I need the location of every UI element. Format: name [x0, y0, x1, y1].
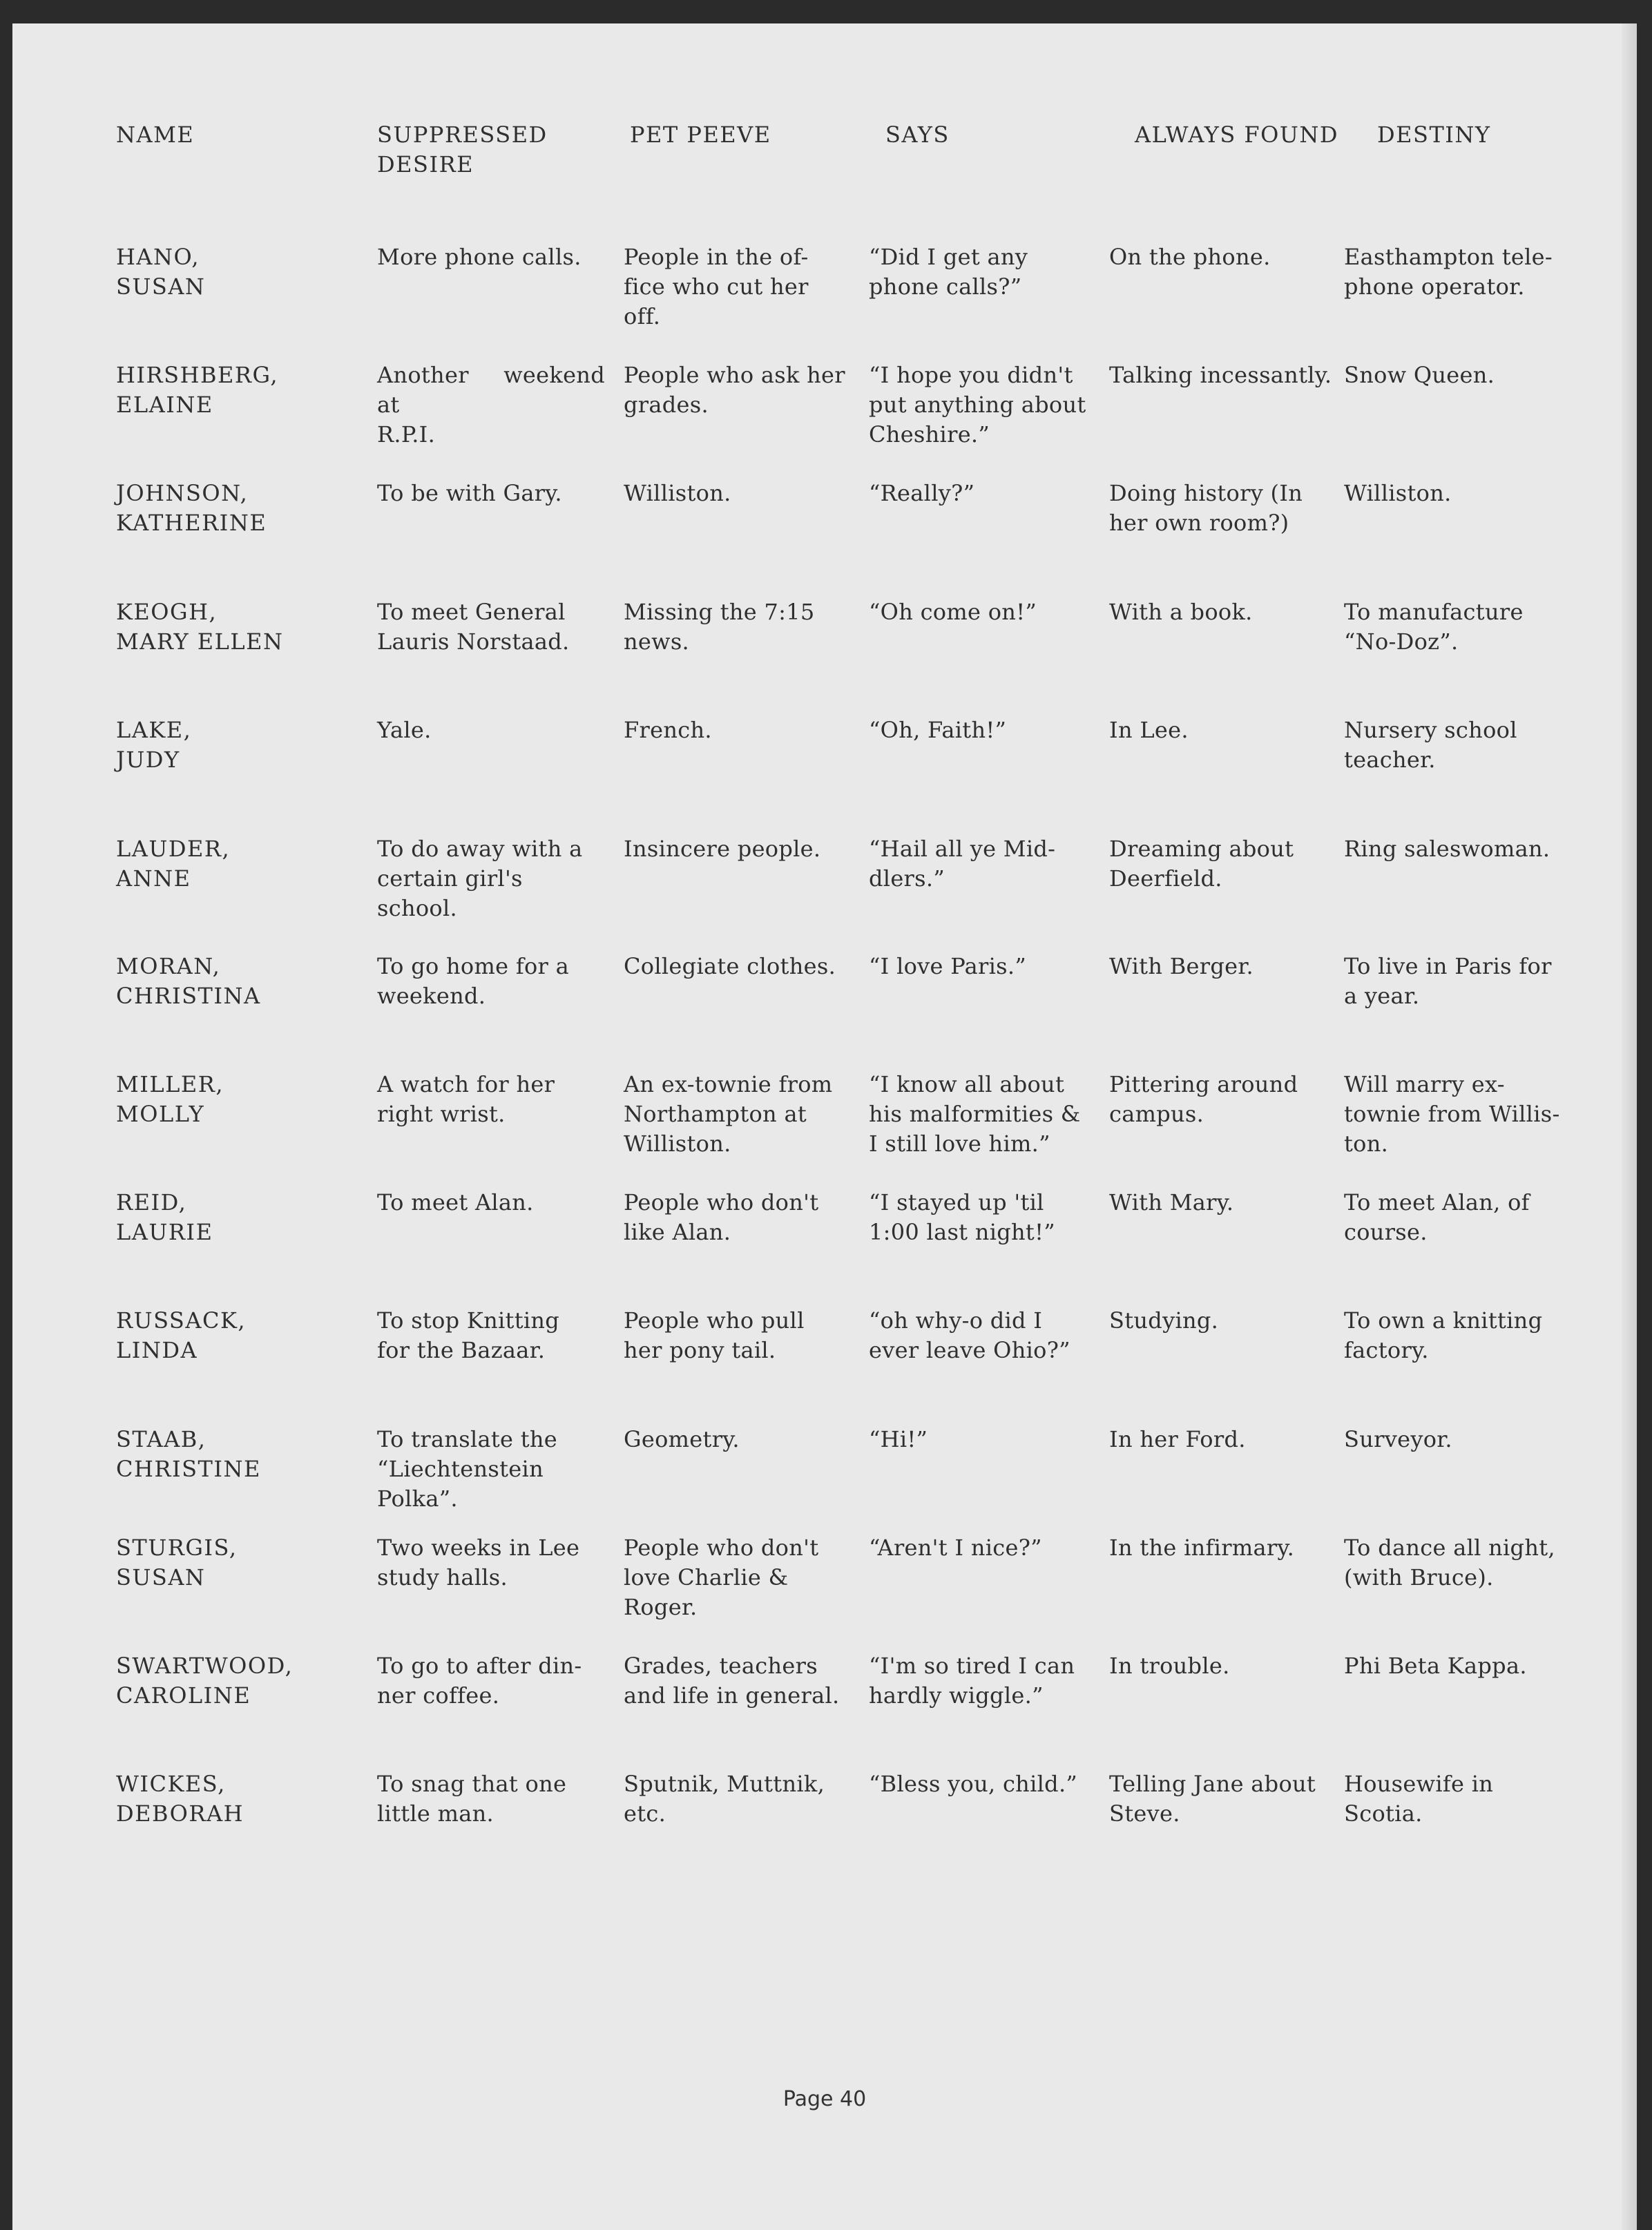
cell-name: LAKE, JUDY: [116, 717, 192, 773]
cell-says: “I'm so tired I can hardly wiggle.”: [869, 1653, 1075, 1709]
yearbook-page: [12, 23, 1637, 2230]
cell-always-found: Pittering around campus.: [1109, 1071, 1298, 1127]
cell-destiny: Nursery school teacher.: [1344, 717, 1517, 773]
cell-name: MILLER, MOLLY: [116, 1071, 224, 1127]
cell-pet-peeve: People who don't love Charlie & Roger.: [624, 1535, 819, 1620]
cell-says: “Bless you, child.”: [869, 1771, 1078, 1797]
cell-destiny: Phi Beta Kappa.: [1344, 1653, 1527, 1679]
cell-destiny: Snow Queen.: [1344, 362, 1495, 388]
cell-says: “Oh, Faith!”: [869, 717, 1007, 743]
cell-says: “Aren't I nice?”: [869, 1535, 1042, 1561]
cell-name: HIRSHBERG, ELAINE: [116, 362, 279, 418]
header-pet-peeve: PET PEEVE: [630, 122, 771, 148]
cell-name: STURGIS, SUSAN: [116, 1535, 238, 1590]
cell-always-found: In the infirmary.: [1109, 1535, 1295, 1561]
cell-always-found: With Mary.: [1109, 1189, 1234, 1215]
cell-says: “I hope you didn't put anything about Cheshire.”: [869, 362, 1086, 448]
cell-name: WICKES, DEBORAH: [116, 1771, 244, 1827]
cell-suppressed-desire: More phone calls.: [377, 244, 582, 270]
cell-says: “Hi!”: [869, 1426, 928, 1452]
cell-pet-peeve: Sputnik, Muttnik, etc.: [624, 1771, 825, 1827]
cell-destiny: To manufacture “No-Doz”.: [1344, 599, 1524, 655]
cell-pet-peeve: People who don't like Alan.: [624, 1189, 819, 1245]
cell-pet-peeve: Williston.: [624, 480, 731, 506]
cell-name: KEOGH, MARY ELLEN: [116, 599, 284, 655]
cell-says: “Really?”: [869, 480, 975, 506]
cell-always-found: With Berger.: [1109, 953, 1254, 979]
cell-suppressed-desire: To stop Knitting for the Bazaar.: [377, 1307, 560, 1363]
cell-always-found: Telling Jane about Steve.: [1109, 1771, 1316, 1827]
cell-suppressed-desire: To snag that one little man.: [377, 1771, 567, 1827]
cell-pet-peeve: People who pull her pony tail.: [624, 1307, 805, 1363]
cell-always-found: On the phone.: [1109, 244, 1271, 270]
cell-pet-peeve: Insincere people.: [624, 836, 821, 862]
cell-suppressed-desire: To do away with a certain girl's school.: [377, 836, 583, 921]
cell-name: RUSSACK, LINDA: [116, 1307, 247, 1363]
cell-says: “I stayed up 'til 1:00 last night!”: [869, 1189, 1055, 1245]
cell-pet-peeve: Geometry.: [624, 1426, 740, 1452]
cell-name: SWARTWOOD, CAROLINE: [116, 1653, 294, 1709]
page-number: Page 40: [782, 2087, 867, 2111]
cell-suppressed-desire: To meet Alan.: [377, 1189, 534, 1215]
cell-name: MORAN, CHRISTINA: [116, 953, 261, 1009]
cell-pet-peeve: Collegiate clothes.: [624, 953, 836, 979]
cell-suppressed-desire: To translate the “Liechtenstein Polka”.: [377, 1426, 558, 1512]
cell-always-found: Dreaming about Deerfield.: [1109, 836, 1294, 892]
cell-suppressed-desire: To be with Gary.: [377, 480, 562, 506]
cell-name: STAAB, CHRISTINE: [116, 1426, 261, 1482]
cell-pet-peeve: An ex-townie from Northampton at Williston.: [624, 1071, 833, 1157]
cell-destiny: To own a knitting factory.: [1344, 1307, 1543, 1363]
cell-pet-peeve: People who ask her grades.: [624, 362, 845, 418]
cell-always-found: Doing history (In her own room?): [1109, 480, 1303, 536]
cell-destiny: Easthampton tele- phone operator.: [1344, 244, 1553, 300]
cell-destiny: Housewife in Scotia.: [1344, 1771, 1494, 1827]
cell-suppressed-desire: To go home for a weekend.: [377, 953, 570, 1009]
cell-destiny: Williston.: [1344, 480, 1452, 506]
header-name: NAME: [116, 122, 195, 148]
cell-name: LAUDER, ANNE: [116, 836, 231, 892]
cell-destiny: Will marry ex- townie from Willis- ton.: [1344, 1071, 1560, 1157]
header-always-found: ALWAYS FOUND: [1135, 122, 1338, 148]
cell-says: “Oh come on!”: [869, 599, 1037, 625]
cell-suppressed-desire: Two weeks in Lee study halls.: [377, 1535, 580, 1590]
cell-name: REID, LAURIE: [116, 1189, 213, 1245]
cell-pet-peeve: Missing the 7:15 news.: [624, 599, 815, 655]
cell-always-found: With a book.: [1109, 599, 1253, 625]
cell-says: “Hail all ye Mid- dlers.”: [869, 836, 1056, 892]
cell-says: “I love Paris.”: [869, 953, 1027, 979]
cell-destiny: To live in Paris for a year.: [1344, 953, 1552, 1009]
header-destiny: DESTINY: [1377, 122, 1491, 148]
cell-destiny: To dance all night, (with Bruce).: [1344, 1535, 1555, 1590]
cell-destiny: To meet Alan, of course.: [1344, 1189, 1530, 1245]
cell-name: JOHNSON, KATHERINE: [116, 480, 267, 536]
header-suppressed-desire: SUPPRESSED DESIRE: [377, 122, 548, 177]
cell-pet-peeve: People in the of- fice who cut her off.: [624, 244, 809, 329]
cell-destiny: Ring saleswoman.: [1344, 836, 1550, 862]
cell-always-found: Talking incessantly.: [1109, 362, 1332, 388]
cell-always-found: In Lee.: [1109, 717, 1189, 743]
cell-pet-peeve: French.: [624, 717, 712, 743]
cell-suppressed-desire: Another weekend at R.P.I.: [377, 362, 605, 448]
cell-always-found: In her Ford.: [1109, 1426, 1246, 1452]
cell-suppressed-desire: To meet General Lauris Norstaad.: [377, 599, 570, 655]
cell-pet-peeve: Grades, teachers and life in general.: [624, 1653, 840, 1709]
header-says: SAYS: [885, 122, 950, 148]
cell-says: “oh why-o did I ever leave Ohio?”: [869, 1307, 1070, 1363]
page-edge: [1622, 23, 1637, 2230]
cell-name: HANO, SUSAN: [116, 244, 206, 300]
cell-says: “Did I get any phone calls?”: [869, 244, 1028, 300]
cell-destiny: Surveyor.: [1344, 1426, 1452, 1452]
cell-suppressed-desire: Yale.: [377, 717, 432, 743]
cell-says: “I know all about his malformities & I still love him.”: [869, 1071, 1081, 1157]
cell-always-found: In trouble.: [1109, 1653, 1230, 1679]
cell-suppressed-desire: To go to after din- ner coffee.: [377, 1653, 582, 1709]
cell-always-found: Studying.: [1109, 1307, 1219, 1334]
cell-suppressed-desire: A watch for her right wrist.: [377, 1071, 555, 1127]
